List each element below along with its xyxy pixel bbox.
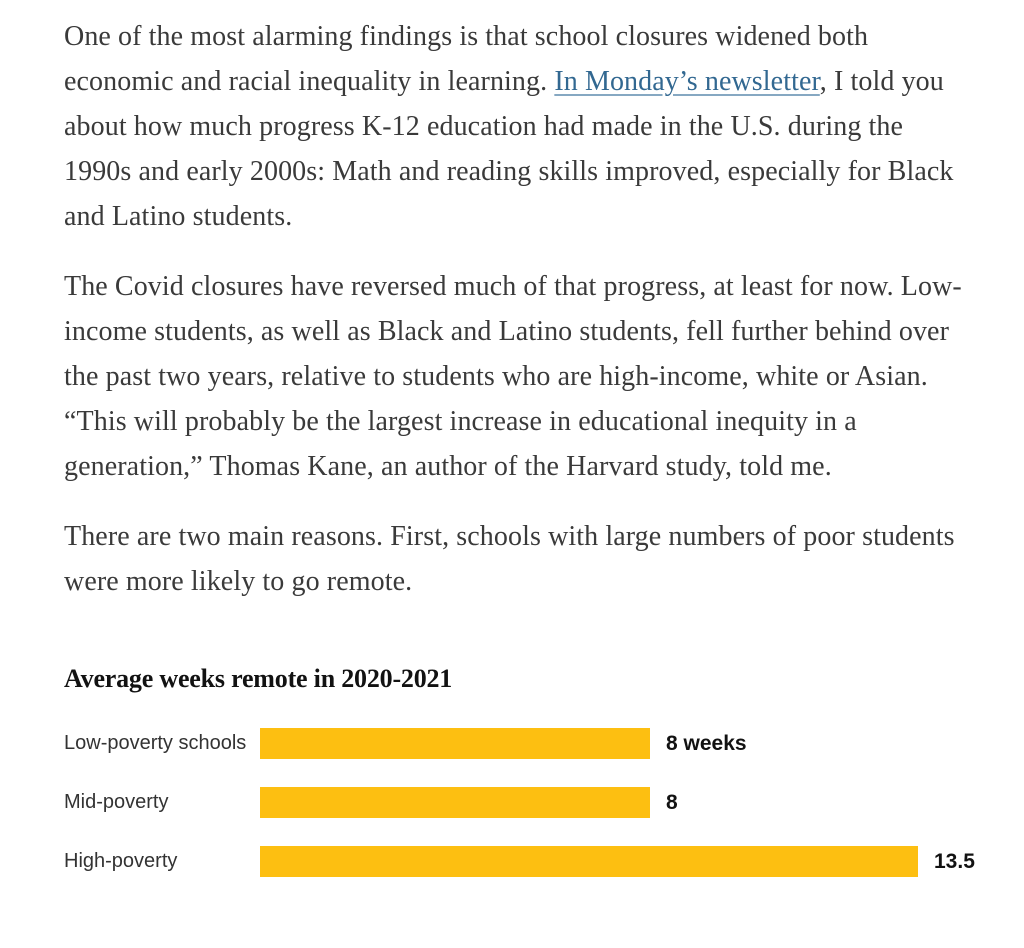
chart-rows (64, 728, 975, 877)
bar-value-label: 8 weeks (666, 731, 747, 755)
remote-weeks-chart (64, 664, 975, 877)
bar (260, 846, 918, 877)
bar-label: Mid-poverty (64, 791, 169, 813)
bar-label: High-poverty (64, 850, 178, 872)
bar-value-label: 8 (666, 790, 678, 814)
paragraph-1-post-link-text: , I told you about how much progress K-12 education had made in the U.S. during the 1990s and early 2000s: Math and reading skills improved, especially for Black and Latino students. (64, 66, 954, 232)
chart-row-high-poverty (64, 846, 975, 877)
paragraph-2: The Covid closures have reversed much of that progress, at least for now. Low-income students, as well as Black and Latino students, fell further behind over the past two years, relative to students who are high-income, white or Asian. “This will probably be the largest increase in educational inequity in a generation,” Thomas Kane, an author of the Harvard study, told me. (64, 271, 962, 482)
chart-title: Average weeks remote in 2020-2021 (64, 664, 453, 693)
bar-value-label: 13.5 (934, 849, 975, 873)
chart-row-mid-poverty (64, 787, 964, 818)
bar (260, 728, 650, 759)
chart-row-low-poverty (64, 728, 964, 759)
paragraph-1 (64, 14, 964, 239)
paragraph-3: There are two main reasons. First, schools with large numbers of poor students were more likely to go remote. (64, 521, 955, 597)
mondays-newsletter-link[interactable]: In Monday’s newsletter (554, 66, 820, 97)
paragraph-1-pre-link-text: One of the most alarming findings is that school closures widened both economic and racial inequality in learning. (64, 21, 869, 97)
bar-label: Low-poverty schools (64, 732, 247, 754)
bar (260, 787, 650, 818)
